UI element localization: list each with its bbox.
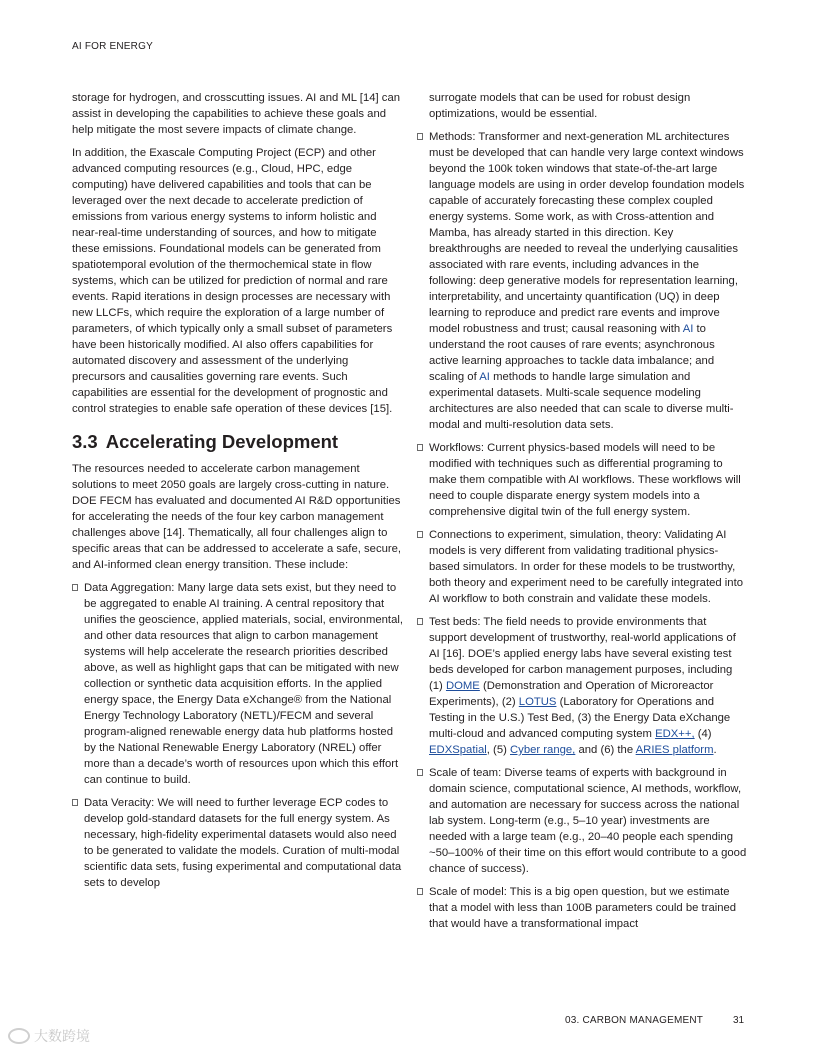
methods-text-2: to understand the root causes of rare events; asynchronous active learning approaches to tackle data imbalance; and scaling of bbox=[429, 323, 715, 383]
testbeds-text: , (5) bbox=[486, 744, 511, 756]
checkbox-bullet-icon bbox=[72, 584, 78, 591]
bullet-text: Data Veracity: We will need to further leverage ECP codes to develop gold-standard datasets for the full energy system. As necessary, high-fidelity experimental datasets would also need to be generated to validate the models. Curation of multi-modal scientific data sets, fusing experimental and computational data sets to develop bbox=[84, 797, 402, 889]
bullet-data-veracity bbox=[72, 795, 404, 891]
section-number: 3.3 bbox=[72, 431, 98, 452]
bullet-continuation: surrogate models that can be used for robust design optimizations, would be essential. bbox=[429, 92, 691, 120]
checkbox-bullet-icon bbox=[417, 531, 423, 538]
running-header: AI FOR ENERGY bbox=[72, 41, 153, 52]
testbeds-text: and (6) the bbox=[575, 744, 636, 756]
bullet-scale-of-team bbox=[417, 765, 747, 877]
left-column bbox=[72, 90, 404, 898]
checkbox-bullet-icon bbox=[417, 618, 423, 625]
checkbox-bullet-icon bbox=[417, 769, 423, 776]
aries-platform-link[interactable]: ARIES platform bbox=[635, 744, 714, 756]
bullet-scale-of-model bbox=[417, 884, 747, 932]
methods-text-1: Methods: Transformer and next-generation ML architectures must be developed that can handle very large context windows beyond the 100k token windows that state-of-the-art large language models are using in order develop foundation models capable of accurately forecasting these complex coupled energy systems. Some work, as with Cross-attention and Mamba, has already started in this direction. Key breakthroughs are needed to reveal the underlying causalities associated with rare events, including advances in the following: deep generative models for representation learning, interpretability, and uncertainty quantification (UQ) in deep learning to reproduce and predict rare events and improve model robustness and trust; causal reasoning with bbox=[429, 131, 745, 335]
testbeds-text: (Laboratory for Operations and Testing in the U.S.) Test Bed, (3) the Energy Data eXchange multi-cloud and advanced computing system bbox=[429, 696, 731, 740]
cyber-range-link[interactable]: Cyber range, bbox=[510, 744, 576, 756]
bullet-text: Connections to experiment, simulation, theory: Validating AI models is very different from validating traditional physics-based simulators. In order for these models to be trustworthy, both theory and experiment need to be carefully integrated into AI workflow to both constrain and validate these models. bbox=[429, 529, 744, 605]
bullet-text: Workflows: Current physics-based models will need to be modified with techniques such as differential programing to make them compatible with AI workflows. These workflows will need to couple disparate energy system models into a comprehensive digital twin of the full energy system. bbox=[429, 442, 741, 518]
checkbox-bullet-icon bbox=[417, 133, 423, 140]
testbeds-text: (4) bbox=[694, 728, 712, 740]
methods-text-3: methods to handle large simulation and experimental datasets. Multi-scale sequence modeling architectures are also needed that can scale to diverse multi-modal and multi-resolution data sets. bbox=[429, 371, 734, 431]
section-heading bbox=[72, 431, 404, 453]
checkbox-bullet-icon bbox=[417, 888, 423, 895]
testbeds-text: . bbox=[713, 744, 717, 756]
bullet-text: Scale of model: This is a big open question, but we estimate that a model with less than 100B parameters could be trained that would have a transformational impact bbox=[429, 886, 737, 930]
bullet-methods bbox=[417, 129, 747, 433]
edxspatial-link[interactable]: EDXSpatial bbox=[429, 744, 487, 756]
watermark bbox=[8, 1026, 90, 1046]
lotus-link[interactable]: LOTUS bbox=[518, 696, 557, 708]
ai-term: AI bbox=[682, 323, 694, 335]
bullet-text: Data Aggregation: Many large data sets exist, but they need to be aggregated to enable AI training. A central repository that unifies the geoscience, applied materials, social, environmental, and other data resources that align to carbon management systems will help accelerate the research priorities described above, as well as highlight gaps that can be mitigated with new collection or synthetic data acquisition efforts. In the applied energy space, the Energy Data eXchange® from the National Energy Technology Laboratory (NETL)/FECM and several program-aligned renewable energy data hub platforms hosted by the National Renewable Energy Laboratory (NREL) offer more than a decade’s worth of resources upon which this effort can continue to build. bbox=[84, 582, 403, 786]
edx-link[interactable]: EDX++, bbox=[655, 728, 695, 740]
paragraph-continuation: storage for hydrogen, and crosscutting issues. AI and ML [14] can assist in developing the capabilities to achieve these goals and help mitigate the most severe impacts of climate change. bbox=[72, 92, 401, 136]
checkbox-bullet-icon bbox=[417, 444, 423, 451]
right-column bbox=[417, 90, 747, 939]
bullet-text: Scale of team: Diverse teams of experts with background in domain science, computational science, AI methods, workflow, and automation are necessary for success across the national lab system. Long-term (e.g., 5–10 year) investments are needed with a large team (e.g., 20–40 people each spending ~50–100% of their time on this effort would contribute to a good chance of success). bbox=[429, 767, 747, 875]
watermark-logo-icon bbox=[8, 1028, 30, 1044]
testbeds-text: (Demonstration and Operation of Microreactor Experiments), (2) bbox=[429, 680, 714, 708]
checkbox-bullet-icon bbox=[72, 799, 78, 806]
bullet-list-right bbox=[417, 129, 747, 932]
dome-link[interactable]: DOME bbox=[445, 680, 480, 692]
bullet-data-aggregation bbox=[72, 580, 404, 788]
ai-term: AI bbox=[479, 371, 490, 383]
page-number: 31 bbox=[733, 1015, 745, 1026]
bullet-test-beds bbox=[417, 614, 747, 758]
testbeds-text: Test beds: The field needs to provide environments that support development of trustworthy, real-world applications of AI [16]. DOE’s applied energy labs have several existing test beds developed for carbon management purposes, including (1) bbox=[429, 616, 736, 692]
paragraph-ecp: In addition, the Exascale Computing Project (ECP) and other advanced computing resources (e.g., Cloud, HPC, edge computing) have delivered capabilities and tools that can be leveraged over the next decade to accelerate prediction of emissions from various energy systems to inform holistic and near-real-time understanding of sources, and how to mitigate these emissions. Foundational models can be generated from spatiotemporal evolution of the thermochemical state in flow systems, which can be utilized for prediction of normal and rare events. Rapid iterations in design processes are necessary with new LLCFs, which require the exploration of a large number of parameters, of which typically only a small subset of parameters have been historically modified. AI also offers capabilities for automated discovery and assessment of the underlying precursors and causalities governing rare events. Such capabilities are essential for the development of prognostic and control strategies to enable safe operation of these devices [15]. bbox=[72, 147, 393, 415]
bullet-connections bbox=[417, 527, 747, 607]
bullet-list-left bbox=[72, 580, 404, 891]
section-title: Accelerating Development bbox=[105, 431, 339, 452]
bullet-workflows bbox=[417, 440, 747, 520]
watermark-text: 大数跨境 bbox=[34, 1028, 90, 1044]
footer-section-label: 03. CARBON MANAGEMENT bbox=[565, 1015, 704, 1026]
section-intro: The resources needed to accelerate carbon management solutions to meet 2050 goals are largely cross-cutting in nature. DOE FECM has evaluated and documented AI R&D opportunities for accelerating the needs of the four key carbon management challenges above [14]. Thematically, all four challenges align to specific areas that can be addressed to accelerate a safe, secure, and AI-informed clean energy transition. These include: bbox=[72, 463, 402, 571]
